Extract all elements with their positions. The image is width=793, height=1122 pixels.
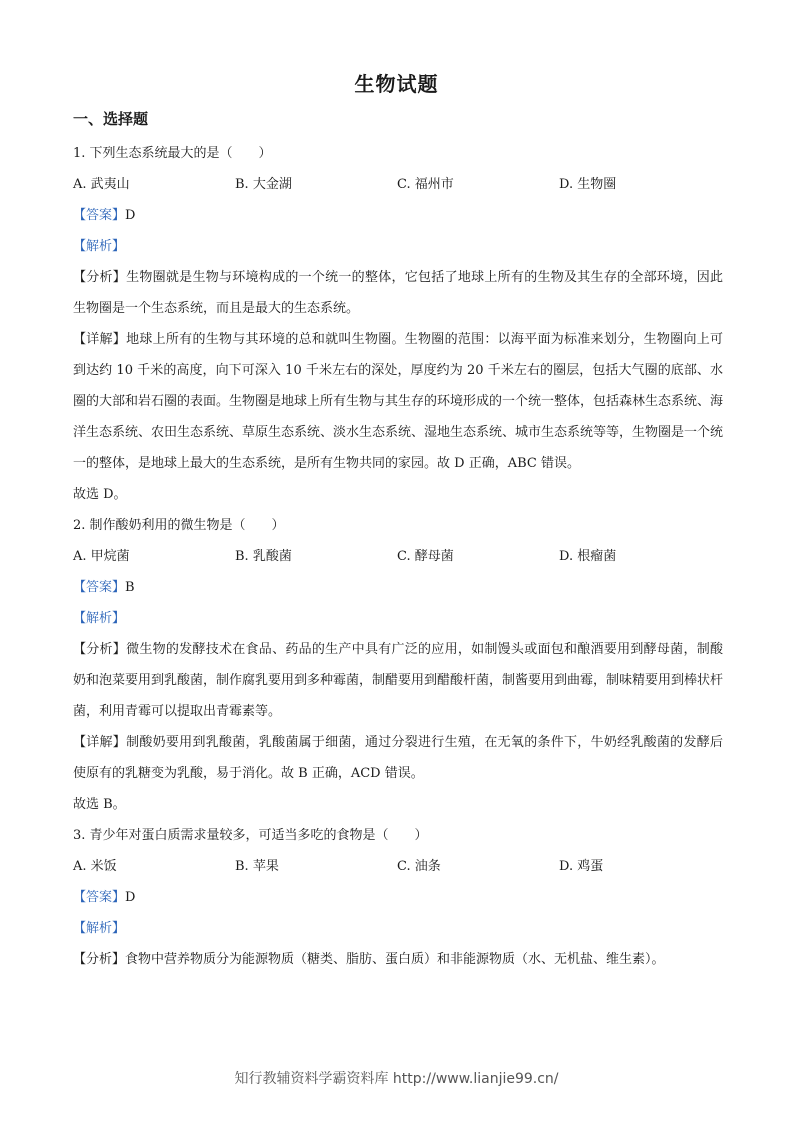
options-row <box>73 541 723 572</box>
section-heading: 一、选择题 <box>73 110 149 128</box>
fenxi-tag: 【分析】 <box>73 952 126 967</box>
question-stem: 3. 青少年对蛋白质需求量较多，可适当多吃的食物是（ ） <box>73 828 428 843</box>
xiangjie-text: 制酸奶要用到乳酸菌，乳酸菌属于细菌，通过分裂进行生殖，在无氧的条件下，牛奶经乳酸菌的发酵后使原有的乳糖变为乳酸，易于消化。故 B 正确，ACD 错误。 <box>73 735 723 781</box>
xiangjie-paragraph <box>73 727 723 789</box>
option-b: B. 乳酸菌 <box>235 549 292 564</box>
answer-tag: 【答案】 <box>73 208 126 223</box>
question-3 <box>73 820 723 975</box>
option-a: A. 武夷山 <box>73 177 130 192</box>
xiangjie-text: 地球上所有的生物与其环境的总和就叫生物圈。生物圈的范围：以海平面为标准来划分，生物圈向上可到达约 10 千米的高度，向下可深入 10 千米左右的深处，厚度约为 20 千米左右的圈层，包括大气圈的底部、水圈的大部和岩石圈的表面。生物圈是地球上所有生物与其生存的环境形成的一个统一整体，包括森林生态系统、海洋生态系统、农田生态系统、草原生态系统、淡水生态系统、湿地生态系统、城市生态系统等等，生物圈是一个统一的整体，是地球上最大的生态系统，是所有生物共同的家园。故 D 正确，ABC 错误。 <box>73 332 724 471</box>
analysis-tag: 【解析】 <box>73 921 126 936</box>
analysis-tag: 【解析】 <box>73 611 126 626</box>
fenxi-text: 食物中营养物质分为能源物质（糖类、脂肪、蛋白质）和非能源物质（水、无机盐、维生素）。 <box>125 952 665 967</box>
fenxi-tag: 【分析】 <box>73 642 127 657</box>
document-body <box>73 138 723 975</box>
analysis-tag: 【解析】 <box>73 239 126 254</box>
question-stem: 2. 制作酸奶利用的微生物是（ ） <box>73 518 285 533</box>
option-a: A. 甲烷菌 <box>73 549 130 564</box>
option-c: C. 油条 <box>397 859 441 874</box>
xiangjie-paragraph <box>73 324 723 479</box>
conclusion-line: 故选 D。 <box>73 487 127 502</box>
option-c: C. 酵母菌 <box>397 549 454 564</box>
option-b: B. 苹果 <box>235 859 279 874</box>
option-d: D. 生物圈 <box>559 177 617 192</box>
document-title: 生物试题 <box>354 72 439 96</box>
fenxi-paragraph <box>73 944 723 975</box>
footer-watermark: 知行教辅资料学霸资料库 http://www.lianjie99.cn/ <box>234 1071 559 1087</box>
xiangjie-tag: 【详解】 <box>73 735 127 750</box>
options-row <box>73 851 723 882</box>
options-row <box>73 169 723 200</box>
answer-tag: 【答案】 <box>73 890 126 905</box>
answer-tag: 【答案】 <box>73 580 126 595</box>
fenxi-paragraph <box>73 262 723 324</box>
answer-value: D <box>125 890 136 905</box>
analysis-line <box>73 231 723 262</box>
option-d: D. 根瘤菌 <box>559 549 617 564</box>
answer-line <box>73 200 723 231</box>
fenxi-text: 生物圈就是生物与环境构成的一个统一的整体，它包括了地球上所有的生物及其生存的全部环境，因此生物圈是一个生态系统，而且是最大的生态系统。 <box>73 270 723 316</box>
option-d: D. 鸡蛋 <box>559 859 604 874</box>
answer-line <box>73 882 723 913</box>
answer-value: D <box>125 208 136 223</box>
question-stem: 1. 下列生态系统最大的是（ ） <box>73 146 272 161</box>
option-c: C. 福州市 <box>397 177 454 192</box>
xiangjie-tag: 【详解】 <box>73 332 127 347</box>
option-a: A. 米饭 <box>73 859 117 874</box>
conclusion-line: 故选 B。 <box>73 797 126 812</box>
analysis-line <box>73 913 723 944</box>
option-b: B. 大金湖 <box>235 177 292 192</box>
question-1 <box>73 138 723 510</box>
fenxi-text: 微生物的发酵技术在食品、药品的生产中具有广泛的应用，如制馒头或面包和酿酒要用到酵母菌，制酸奶和泡菜要用到乳酸菌，制作腐乳要用到多种霉菌，制醋要用到醋酸杆菌，制酱要用到曲霉，制味精要用到棒状杆菌，利用青霉可以提取出青霉素等。 <box>73 642 724 719</box>
fenxi-tag: 【分析】 <box>73 270 127 285</box>
question-2 <box>73 510 723 820</box>
answer-value: B <box>125 580 135 595</box>
analysis-line <box>73 603 723 634</box>
fenxi-paragraph <box>73 634 723 727</box>
answer-line <box>73 572 723 603</box>
